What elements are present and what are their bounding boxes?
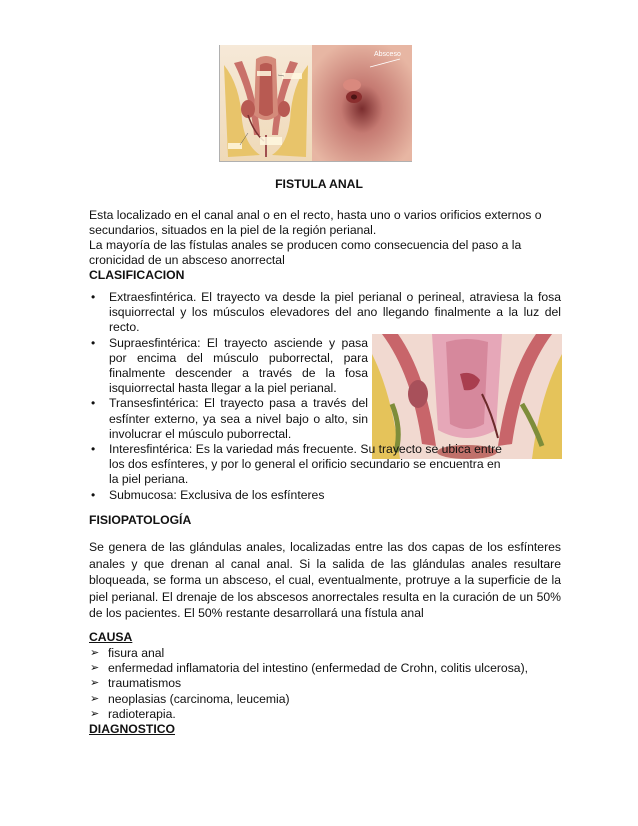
- list-item: [89, 290, 561, 336]
- top-figure: [219, 45, 412, 162]
- diagnostico-heading: DIAGNOSTICO: [89, 722, 175, 736]
- clasificacion-list: [89, 290, 561, 503]
- clasificacion-item-interesfinterica: Interesfintérica: Es la variedad más frecuente. Su trayecto se ubica entre los dos esfínteres, y por lo general el orificio secundario se encuentra en la piel periana.: [109, 442, 502, 487]
- causa-list: [89, 646, 561, 722]
- list-item: [89, 676, 561, 691]
- clasificacion-item-transesfinterica: Transesfintérica: El trayecto pasa a través del esfínter externo, ya sea a nivel bajo o alto, sin involucrar el músculo puborrectal.: [109, 396, 368, 441]
- intro-paragraph-1: Esta localizado en el canal anal o en el recto, hasta uno o varios orificios externos o secundarios, situados en la piel de la región perianal.: [89, 208, 542, 238]
- list-item: [89, 488, 561, 503]
- clasificacion-item-extraesfinterica: Extraesfintérica. El trayecto va desde la piel perianal o perineal, atraviesa la fosa isquiorrectal y los músculos elevadores del ano llegando finalmente a la luz del recto.: [109, 290, 561, 335]
- list-item: [89, 396, 368, 442]
- list-item: [89, 661, 561, 676]
- causa-heading: CAUSA: [89, 630, 133, 644]
- causa-item-fisura: fisura anal: [108, 646, 165, 660]
- list-item: [89, 336, 368, 397]
- causa-item-enfermedad: enfermedad inflamatoria del intestino (enfermedad de Crohn, colitis ulcerosa),: [108, 661, 529, 676]
- list-item: [89, 442, 509, 488]
- clasificacion-heading: CLASIFICACION: [89, 268, 185, 282]
- causa-item-radioterapia: radioterapia.: [108, 706, 176, 721]
- intro-paragraph-2: La mayoría de las fístulas anales se producen como consecuencia del paso a la cronicidad de un absceso anorrectal: [89, 238, 522, 268]
- list-item: [89, 646, 561, 661]
- abscess-label: Absceso: [374, 51, 401, 58]
- anal-fistula-anatomy-icon: [220, 45, 412, 161]
- causa-item-traumatismos: traumatismos: [108, 676, 182, 691]
- clasificacion-item-supraesfinterica: Supraesfintérica: El trayecto asciende y pasa por encima del músculo puborrectal, para finalmente descender a través de la fosa isquiorrectal hasta llegar a la piel perianal.: [109, 335, 368, 396]
- causa-item-neoplasias: neoplasias (carcinoma, leucemia): [108, 691, 290, 706]
- fisiopatologia-paragraph: Se genera de las glándulas anales, localizadas entre las dos capas de los esfínteres anales y que drenan al canal anal. Si la salida de las glándulas anales resultare bloqueada, se forma un absceso, el cual, eventualmente, protruye a la superficie de la piel perianal. El drenaje de los abscesos anorrectales resulta en la curación de un 50% de los pacientes. El 50% restante desarrollará una fístula anal: [89, 540, 561, 621]
- list-item: [89, 692, 561, 707]
- clasificacion-item-submucosa: Submucosa: Exclusiva de los esfínteres: [109, 487, 325, 502]
- list-item: [89, 707, 561, 722]
- fisiopatologia-heading: FISIOPATOLOGÍA: [89, 513, 192, 527]
- page-title: FISTULA ANAL: [275, 177, 363, 191]
